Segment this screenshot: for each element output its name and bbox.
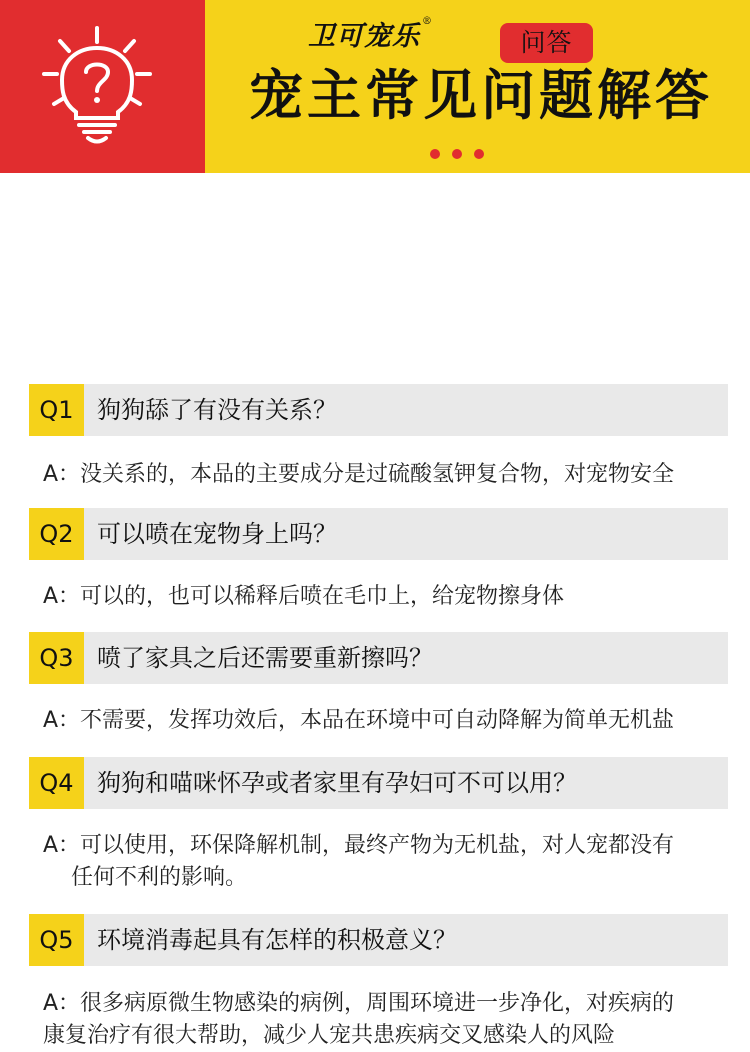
question-text: 喷了家具之后还需要重新擦吗？ (97, 644, 433, 672)
qa-badge: 问答 (500, 23, 593, 63)
question-number: Q5 (29, 914, 84, 966)
header-banner (0, 0, 750, 173)
dot-3 (474, 149, 484, 159)
question-text: 环境消毒起具有怎样的积极意义？ (97, 926, 457, 954)
faq-answer-5 (43, 988, 728, 1052)
decorative-dots (430, 144, 496, 154)
answer-line: A：可以使用，环保降解机制，最终产物为无机盐，对人宠都没有 (43, 833, 675, 858)
faq-question-3 (29, 632, 728, 684)
answer-line: 任何不利的影响。 (71, 865, 248, 890)
lightbulb-question-icon (0, 0, 205, 173)
question-number: Q1 (29, 384, 84, 436)
brand-logo: 卫可宠乐 ® (308, 16, 433, 52)
answer-line: A：很多病原微生物感染的病例，周围环境进一步净化，对疾病的 (43, 991, 675, 1016)
faq-answer-1 (43, 459, 728, 491)
dot-2 (452, 149, 462, 159)
faq-answer-4 (43, 830, 728, 894)
question-text: 可以喷在宠物身上吗？ (97, 520, 337, 548)
question-number: Q2 (29, 508, 84, 560)
question-number: Q4 (29, 757, 84, 809)
question-text: 狗狗和喵咪怀孕或者家里有孕妇可不可以用？ (97, 769, 577, 797)
page-title: 宠主常见问题解答 (249, 64, 713, 127)
faq-question-5 (29, 914, 728, 966)
question-number: Q3 (29, 632, 84, 684)
faq-question-1 (29, 384, 728, 436)
question-text: 狗狗舔了有没有关系？ (97, 396, 337, 424)
answer-line: A：不需要，发挥功效后，本品在环境中可自动降解为简单无机盐 (43, 708, 675, 733)
answer-line: A：可以的，也可以稀释后喷在毛巾上，给宠物擦身体 (43, 584, 565, 609)
icon-panel (0, 0, 205, 173)
faq-answer-2 (43, 581, 728, 613)
dot-1 (430, 149, 440, 159)
faq-question-2 (29, 508, 728, 560)
faq-question-4 (29, 757, 728, 809)
answer-line: 康复治疗有很大帮助，减少人宠共患疾病交叉感染人的风险 (43, 1023, 616, 1048)
faq-answer-3 (43, 705, 728, 737)
answer-line: A：没关系的，本品的主要成分是过硫酸氢钾复合物，对宠物安全 (43, 462, 675, 487)
